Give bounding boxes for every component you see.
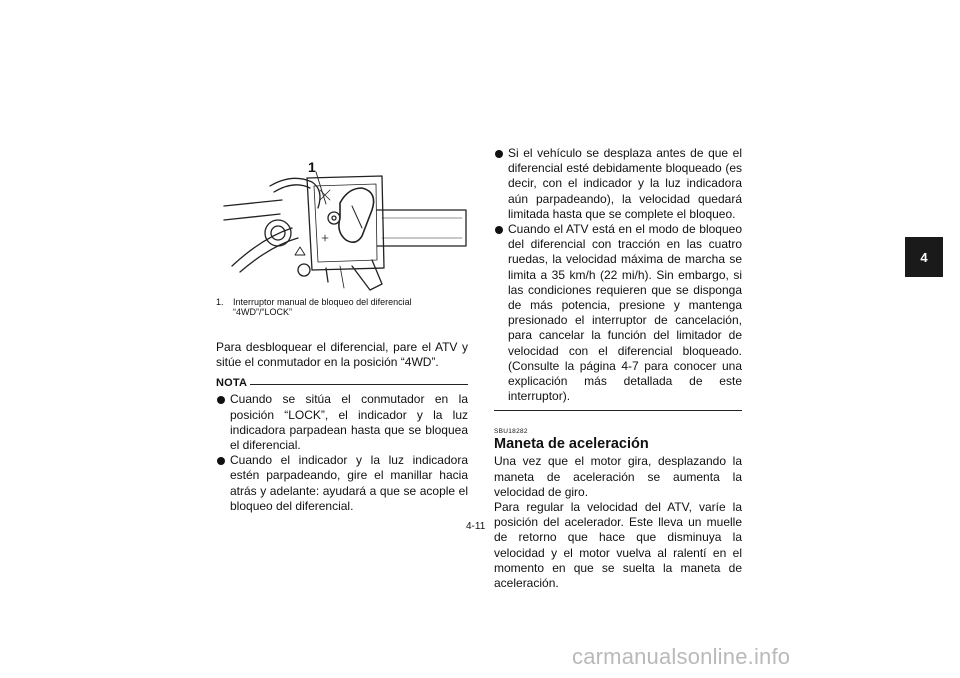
section-paragraph: Para regular la velocidad del ATV, varíe la posición del acelerador. Este lleva un muelle de retorno que hace que disminuya la velocidad y el motor vuelva al ralentí en el momento en que se suelta la maneta de aceleración. bbox=[494, 500, 742, 591]
figure-callout-number: 1 bbox=[308, 159, 316, 175]
bullet-icon bbox=[217, 396, 225, 404]
list-item bbox=[216, 453, 468, 514]
section-title: Maneta de aceleración bbox=[494, 436, 649, 453]
nota-end-rule bbox=[494, 410, 742, 411]
nota-item-text: Cuando el ATV está en el modo de bloqueo del diferencial con tracción en las cuatro ruedas, la velocidad máxima de marcha se limita a 35 km/h (22 mi/h). Sin embargo, si las condiciones requieren que se disponga de más potencia, presione y mantenga presionado el interruptor de cancelación, para cancelar la función del limitador de velocidad con el diferencial bloqueado. (Consulte la página 4-7 para conocer una explicación más detallada de este interruptor). bbox=[508, 222, 742, 404]
list-item bbox=[216, 392, 468, 453]
nota-header bbox=[216, 376, 468, 390]
bullet-icon bbox=[217, 457, 225, 465]
section-paragraph: Una vez que el motor gira, desplazando la maneta de aceleración se aumenta la velocidad de giro. bbox=[494, 454, 742, 499]
bullet-icon bbox=[495, 226, 503, 234]
bullet-icon bbox=[495, 150, 503, 158]
chapter-tab: 4 bbox=[905, 237, 943, 277]
watermark: carmanualsonline.info bbox=[572, 644, 791, 669]
nota-item-text: Cuando se sitúa el conmutador en la posición “LOCK”, el indicador y la luz indicadora parpadean hasta que se bloquea el diferencial. bbox=[230, 392, 468, 453]
list-item bbox=[494, 146, 742, 222]
nota-label: NOTA bbox=[216, 377, 248, 390]
caption-line-1: Interruptor manual de bloqueo del diferencial bbox=[233, 297, 412, 307]
caption-number: 1. bbox=[216, 297, 224, 307]
unlock-paragraph: Para desbloquear el diferencial, pare el ATV y sitúe el conmutador en la posición “4WD”. bbox=[216, 340, 468, 370]
nota-item-text: Cuando el indicador y la luz indicadora estén parpadeando, gire el manillar hacia atrás y adelante: ayudará a que se acople el bloqueo del diferencial. bbox=[230, 453, 468, 513]
nota-list bbox=[216, 392, 468, 514]
caption-line-2: “4WD”/“LOCK” bbox=[233, 307, 292, 317]
handlebar-switch-illustration bbox=[222, 148, 470, 296]
page-number: 4-11 bbox=[466, 521, 486, 532]
nota-rule bbox=[250, 384, 468, 385]
nota-item-text: Si el vehículo se desplaza antes de que el diferencial esté debidamente bloqueado (es decir, con el indicador y la luz indicadora aún parpadeando), la velocidad quedará limitada hasta que se complete el bloqueo. bbox=[508, 146, 742, 221]
right-column bbox=[494, 146, 742, 591]
switch-drawing bbox=[222, 148, 470, 296]
list-item bbox=[494, 222, 742, 404]
section-code: SBU18282 bbox=[494, 428, 528, 436]
left-column bbox=[216, 340, 468, 514]
nota-continued-list bbox=[494, 146, 742, 404]
figure-caption bbox=[216, 297, 466, 317]
